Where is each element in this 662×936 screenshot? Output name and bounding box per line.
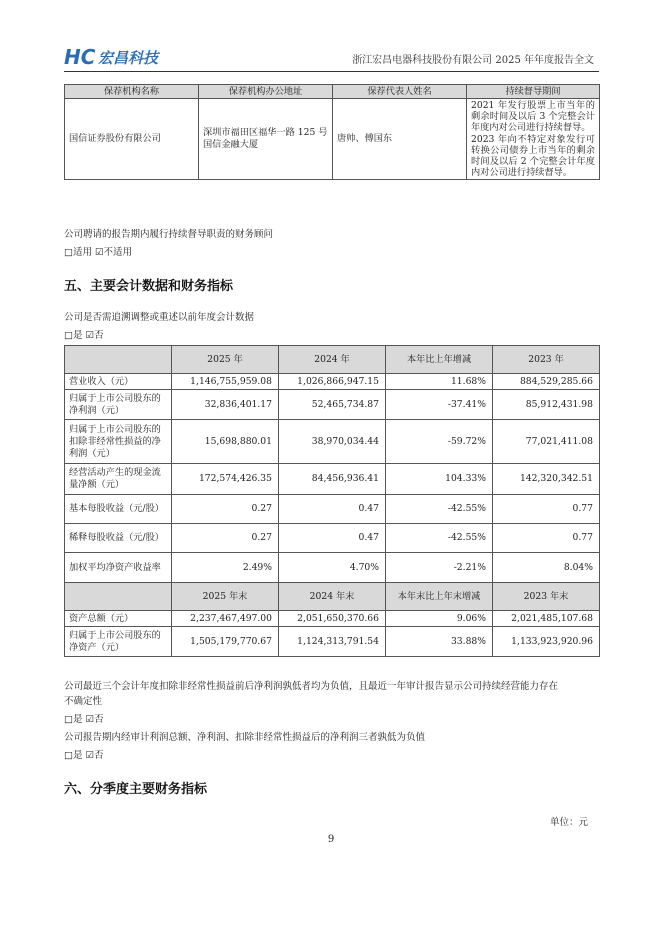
- cell-value: 38,970,034.44: [279, 420, 386, 464]
- table-row: [65, 464, 600, 495]
- cell-value: -42.55%: [386, 524, 493, 553]
- row-label: 归属于上市公司股东的扣除非经常性损益的净利润（元）: [65, 420, 172, 464]
- cell-value: 2,237,467,497.00: [172, 611, 279, 627]
- table-row: [65, 553, 600, 583]
- advisor-choice: □适用 ☑不适用: [64, 247, 133, 258]
- fin-header-change: 本年比上年增减: [386, 346, 493, 374]
- row-label: 加权平均净资产收益率: [65, 553, 172, 583]
- header-divider: [64, 71, 599, 72]
- report-header-title: 浙江宏昌电器科技股份有限公司 2025 年年度报告全文: [352, 55, 594, 66]
- cell-value: 0.47: [279, 495, 386, 524]
- row-label: 归属于上市公司股东的净利润（元）: [65, 390, 172, 420]
- row-label: 基本每股收益（元/股）: [65, 495, 172, 524]
- going-concern-choice: □是 ☑否: [64, 714, 104, 725]
- fin-header-2023: 2023 年: [493, 346, 600, 374]
- advisor-note: 公司聘请的报告期内履行持续督导职责的财务顾问: [64, 229, 274, 240]
- cell-value: 52,465,734.87: [279, 390, 386, 420]
- cell-value: 0.47: [279, 524, 386, 553]
- cell-value: 0.77: [493, 495, 600, 524]
- lowest-choice: □是 ☑否: [64, 750, 104, 761]
- sponsor-table: [64, 84, 600, 180]
- cell-value: 1,146,755,959.08: [172, 374, 279, 390]
- cell-value: 77,021,411.08: [493, 420, 600, 464]
- financial-table: [64, 345, 600, 657]
- section-5-title: 五、主要会计数据和财务指标: [64, 279, 234, 294]
- cell-value: 0.27: [172, 495, 279, 524]
- cell-value: -37.41%: [386, 390, 493, 420]
- cell-value: 33.88%: [386, 627, 493, 657]
- row-label: 经营活动产生的现金流量净额（元）: [65, 464, 172, 495]
- cell-value: 2,021,485,107.68: [493, 611, 600, 627]
- fin-header-2025-end: 2025 年末: [172, 583, 279, 611]
- page-number: 9: [327, 834, 335, 845]
- cell-value: 1,026,866,947.15: [279, 374, 386, 390]
- cell-value: 4.70%: [279, 553, 386, 583]
- cell-value: 1,124,313,791.54: [279, 627, 386, 657]
- sponsor-header-reps: 保荐代表人姓名: [333, 85, 467, 99]
- logo-mark: HC: [64, 46, 96, 68]
- cell-value: 172,574,426.35: [172, 464, 279, 495]
- sponsor-header-name: 保荐机构名称: [65, 85, 199, 99]
- cell-value: 0.77: [493, 524, 600, 553]
- lowest-note: 公司报告期内经审计利润总额、净利润、扣除非经常性损益后的净利润三者孰低为负值: [64, 732, 426, 743]
- fin-header-2024-end: 2024 年末: [279, 583, 386, 611]
- sponsor-period-1: 2021 年发行股票上市当年的剩余时间及以后 3 个完整会计年度内对公司进行持续督导。: [471, 100, 595, 134]
- table-row: [65, 495, 600, 524]
- cell-value: 104.33%: [386, 464, 493, 495]
- cell-value: 1,133,923,920.96: [493, 627, 600, 657]
- sponsor-address: 深圳市福田区福华一路 125 号国信金融大厦: [199, 99, 333, 180]
- cell-value: 0.27: [172, 524, 279, 553]
- logo-name: 宏昌科技: [98, 49, 159, 67]
- table-row: [65, 390, 600, 420]
- fin-header2-empty: [65, 583, 172, 611]
- sponsor-reps: 唐帅、傅国东: [333, 99, 467, 180]
- cell-value: 9.06%: [386, 611, 493, 627]
- table-row: [65, 374, 600, 390]
- table-row: [65, 627, 600, 657]
- unit-label: 单位：元: [549, 817, 588, 828]
- row-label: 营业收入（元）: [65, 374, 172, 390]
- restate-note: 公司是否需追溯调整或重述以前年度会计数据: [64, 312, 255, 323]
- cell-value: 2,051,650,370.66: [279, 611, 386, 627]
- cell-value: 85,912,431.98: [493, 390, 600, 420]
- sponsor-period-2: 2023 年向不特定对象发行可转换公司债券上市当年的剩余时间及以后 2 个完整会计年度内对公司进行持续督导。: [471, 133, 595, 179]
- cell-value: 884,529,285.66: [493, 374, 600, 390]
- cell-value: 1,505,179,770.67: [172, 627, 279, 657]
- fin-header-2023-end: 2023 年末: [493, 583, 600, 611]
- cell-value: 15,698,880.01: [172, 420, 279, 464]
- company-logo: [64, 46, 194, 68]
- row-label: 资产总额（元）: [65, 611, 172, 627]
- fin-header-2025: 2025 年: [172, 346, 279, 374]
- cell-value: -42.55%: [386, 495, 493, 524]
- fin-header-2024: 2024 年: [279, 346, 386, 374]
- table-row: [65, 611, 600, 627]
- sponsor-header-period: 持续督导期间: [467, 85, 600, 99]
- row-label: 稀释每股收益（元/股）: [65, 524, 172, 553]
- table-row: [65, 524, 600, 553]
- fin-header-change-end: 本年末比上年末增减: [386, 583, 493, 611]
- cell-value: -59.72%: [386, 420, 493, 464]
- fin-header-empty: [65, 346, 172, 374]
- cell-value: 142,320,342.51: [493, 464, 600, 495]
- table-row: [65, 420, 600, 464]
- cell-value: -2.21%: [386, 553, 493, 583]
- sponsor-name: 国信证券股份有限公司: [65, 99, 199, 180]
- going-concern-note-1: 公司最近三个会计年度扣除非经常性损益前后净利润孰低者均为负值，且最近一年审计报告显示公司持续经营能力存在: [64, 681, 559, 692]
- cell-value: 2.49%: [172, 553, 279, 583]
- section-6-title: 六、分季度主要财务指标: [64, 782, 208, 797]
- going-concern-note-2: 不确定性: [64, 696, 103, 707]
- restate-choice: □是 ☑否: [64, 330, 104, 341]
- cell-value: 8.04%: [493, 553, 600, 583]
- row-label: 归属于上市公司股东的净资产（元）: [65, 627, 172, 657]
- cell-value: 84,456,936.41: [279, 464, 386, 495]
- sponsor-header-address: 保荐机构办公地址: [199, 85, 333, 99]
- sponsor-period: [467, 99, 600, 180]
- cell-value: 11.68%: [386, 374, 493, 390]
- cell-value: 32,836,401.17: [172, 390, 279, 420]
